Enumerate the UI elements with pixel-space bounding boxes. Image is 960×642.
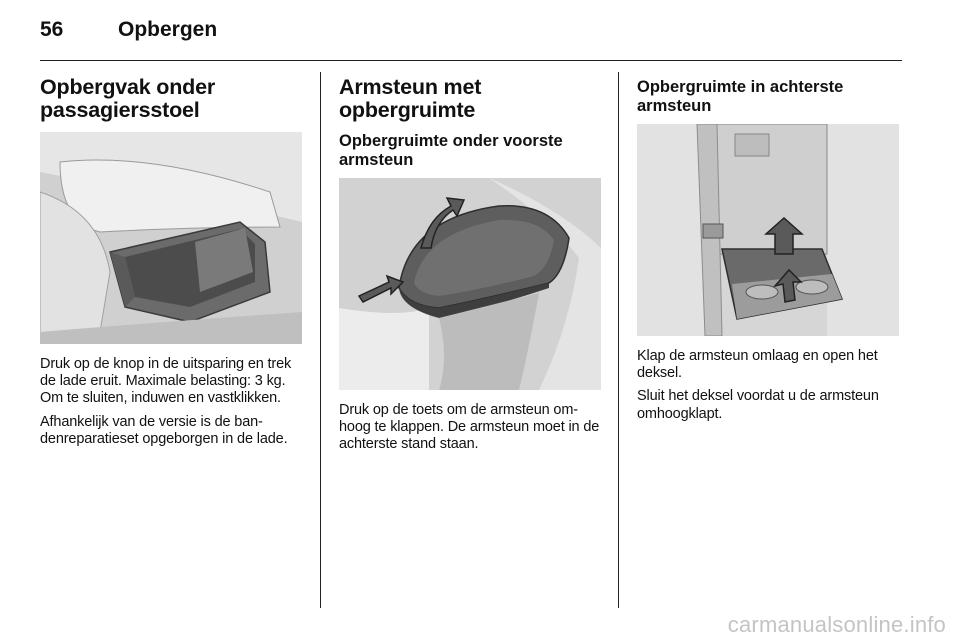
section-armrest-storage: [339, 70, 601, 460]
figure-front-armrest: [339, 178, 601, 390]
column-divider-1: [320, 72, 321, 608]
header-rule: [40, 60, 902, 61]
body-text: Druk op de toets om de armsteun omhoog te klappen. De armsteun moet in de achterste stand staan.: [339, 402, 600, 453]
page-header: [40, 16, 902, 60]
body-text: Sluit het deksel voordat u de armsteun omhoogklapt.: [637, 388, 879, 422]
body-text: Klap de armsteun omlaag en open het deksel.: [637, 348, 878, 382]
subsection-heading: Opbergruimte in achterste armsteun: [637, 78, 844, 115]
figure-seat-drawer: [40, 132, 302, 344]
section-heading: Opbergvak onder passagiersstoel: [40, 75, 216, 122]
body-text: Druk op de knop in de uitsparing en trek de lade eruit. Maximale belasting: 3 kg. Om te sluiten, induwen en vastklikken.: [40, 356, 292, 407]
section-rear-armrest-storage: [637, 70, 899, 429]
section-passenger-seat-storage: [40, 70, 302, 454]
column-divider-2: [618, 72, 619, 608]
section-heading: Armsteun met opbergruimte: [339, 75, 482, 122]
watermark: carmanualsonline.info: [727, 612, 946, 637]
page-title: Opbergen: [118, 18, 218, 41]
page-number: 56: [40, 18, 64, 41]
figure-rear-armrest: [637, 124, 899, 336]
subsection-heading: Opbergruimte onder voorste armsteun: [339, 132, 563, 169]
body-text: Afhankelijk van de versie is de bandenreparatieset opgeborgen in de lade.: [40, 413, 288, 447]
